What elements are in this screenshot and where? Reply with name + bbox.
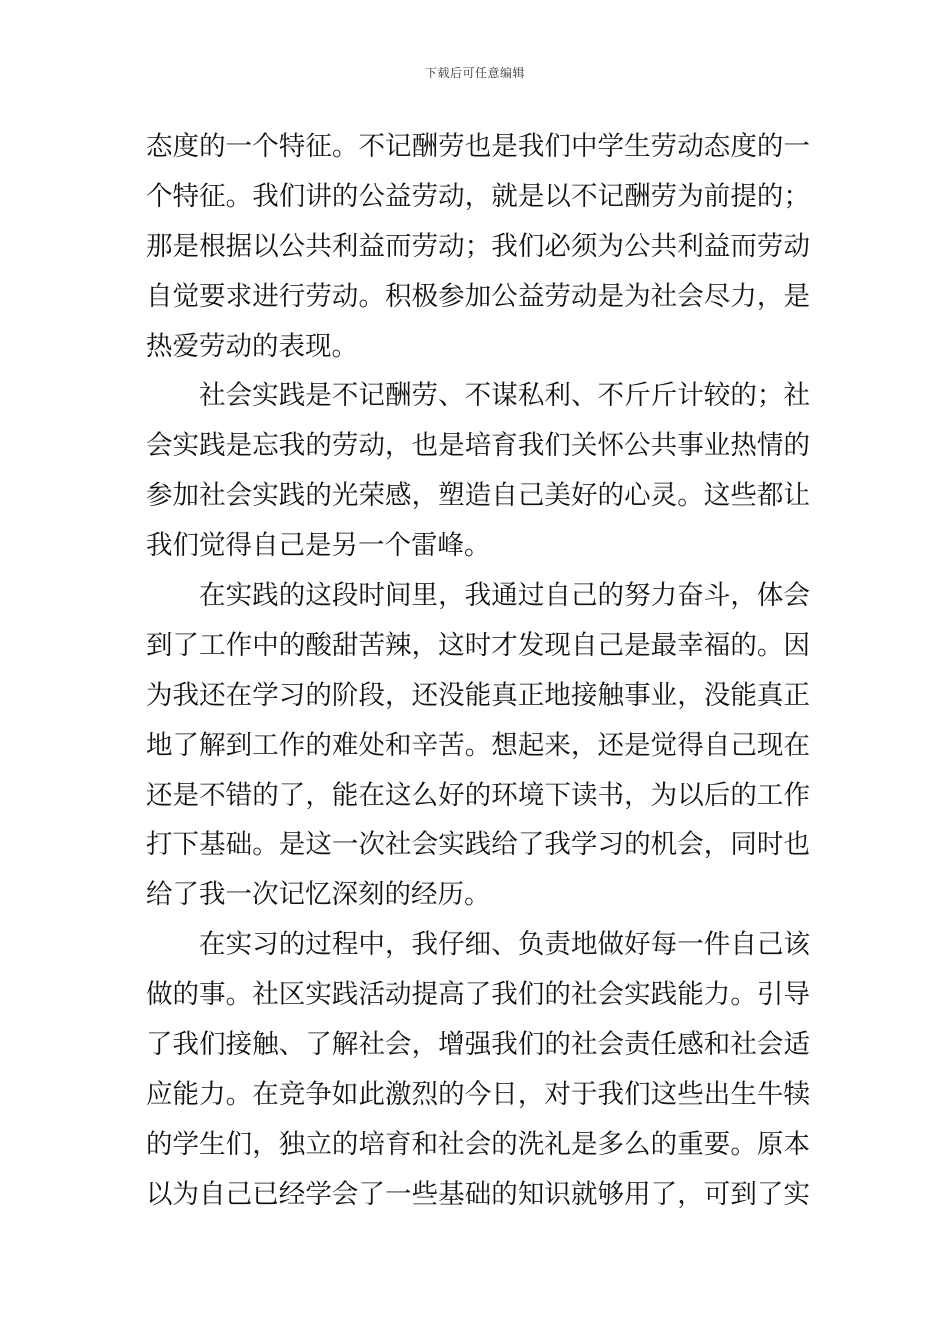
- text-line: 了我们接触、了解社会，增强我们的社会责任感和社会适: [146, 1029, 810, 1061]
- text-line: 那是根据以公共利益而劳动；我们必须为公共利益而劳动: [146, 230, 810, 262]
- text-line: 在实习的过程中，我仔细、负责地做好每一件自己该: [199, 929, 810, 961]
- text-line: 还是不错的了，能在这么好的环境下读书，为以后的工作: [146, 779, 810, 811]
- text-line: 的学生们，独立的培育和社会的洗礼是多么的重要。原本: [146, 1128, 810, 1160]
- text-line: 为我还在学习的阶段，还没能真正地接触事业，没能真正: [146, 679, 810, 711]
- text-line: 社会实践是不记酬劳、不谋私利、不斤斤计较的；社: [199, 380, 810, 412]
- text-line: 参加社会实践的光荣感，塑造自己美好的心灵。这些都让: [146, 480, 810, 512]
- text-line: 在实践的这段时间里，我通过自己的努力奋斗，体会: [199, 580, 810, 612]
- text-line: 给了我一次记忆深刻的经历。: [146, 879, 491, 911]
- text-line: 以为自己已经学会了一些基础的知识就够用了，可到了实: [146, 1178, 810, 1210]
- text-line: 自觉要求进行劳动。积极参加公益劳动是为社会尽力，是: [146, 280, 810, 312]
- body-text: [146, 122, 810, 1220]
- text-line: 打下基础。是这一次社会实践给了我学习的机会，同时也: [146, 829, 810, 861]
- text-line: 做的事。社区实践活动提高了我们的社会实践能力。引导: [146, 979, 810, 1011]
- text-line: 个特征。我们讲的公益劳动，就是以不记酬劳为前提的；: [146, 180, 810, 212]
- header-note: 下载后可任意编辑: [424, 66, 525, 80]
- text-line: 应能力。在竞争如此激烈的今日，对于我们这些出生牛犊: [146, 1078, 810, 1110]
- text-line: 到了工作中的酸甜苦辣，这时才发现自己是最幸福的。因: [146, 629, 810, 661]
- text-line: 热爱劳动的表现。: [146, 330, 358, 362]
- text-line: 态度的一个特征。不记酬劳也是我们中学生劳动态度的一: [146, 131, 810, 162]
- text-line: 地了解到工作的难处和辛苦。想起来，还是觉得自己现在: [146, 729, 810, 761]
- text-line: 我们觉得自己是另一个雷峰。: [146, 530, 491, 562]
- text-line: 会实践是忘我的劳动，也是培育我们关怀公共事业热情的: [146, 430, 810, 462]
